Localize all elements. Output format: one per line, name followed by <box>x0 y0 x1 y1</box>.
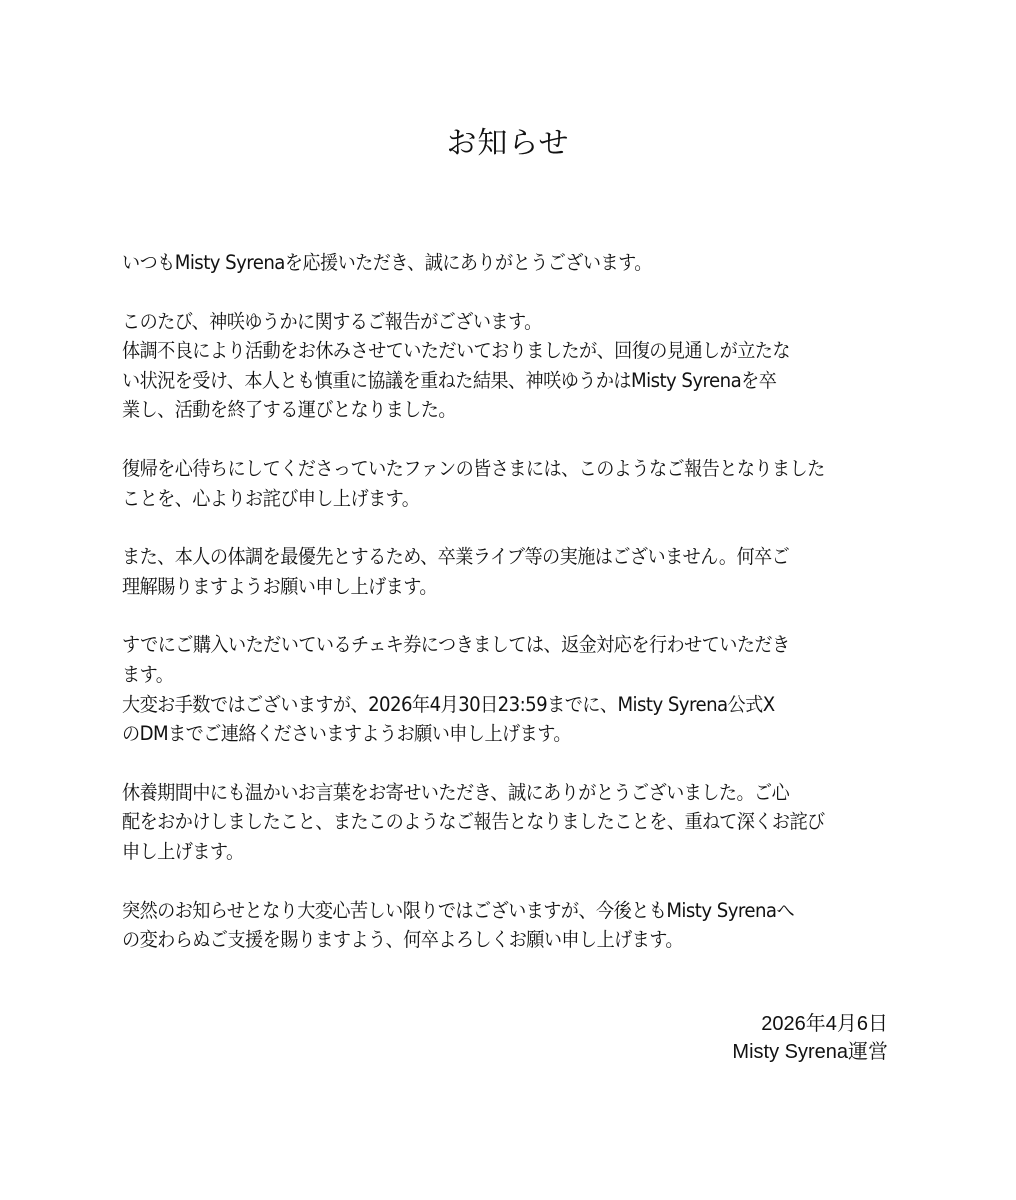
paragraph-no-graduation-live <box>122 542 902 601</box>
text-line: 体調不良により活動をお休みさせていただいておりましたが、回復の見通しが立たな <box>122 339 790 363</box>
paragraph-graduation-report <box>122 307 902 425</box>
text-line: のDMまでご連絡くださいますようお願い申し上げます。 <box>122 722 571 746</box>
text-line: 申し上げます。 <box>122 839 244 863</box>
signature-organization: Misty Syrena運営 <box>732 1041 888 1063</box>
paragraph-greeting <box>122 248 902 278</box>
text-line: い状況を受け、本人とも慎重に協議を重ねた結果、神咲ゆうかはMisty Syrenaを卒 <box>122 368 777 392</box>
text-line: の変わらぬご支援を賜りますよう、何卒よろしくお願い申し上げます。 <box>122 928 684 952</box>
signature-date: 2026年4月6日 <box>761 1013 888 1035</box>
paragraph-refund <box>122 630 902 748</box>
text-line: 配をおかけしましたこと、またこのようなご報告となりましたことを、重ねて深くお詫び <box>122 810 825 834</box>
signature-block <box>732 1010 888 1066</box>
paragraph-closing <box>122 896 902 955</box>
text-line: また、本人の体調を最優先とするため、卒業ライブ等の実施はございません。何卒ご <box>122 545 790 569</box>
paragraph-thanks <box>122 778 902 867</box>
text-line: 理解賜りますようお願い申し上げます。 <box>122 574 437 598</box>
text-line: 大変お手数ではございますが、2026年4月30日23:59までに、Misty Syrena公式X <box>122 692 775 716</box>
announcement-body <box>122 248 902 984</box>
text-line: ます。 <box>122 662 174 686</box>
text-line: このたび、神咲ゆうかに関するご報告がございます。 <box>122 309 542 333</box>
text-line: いつもMisty Syrenaを応援いただき、誠にありがとうございます。 <box>122 251 652 274</box>
text-line: ことを、心よりお詫び申し上げます。 <box>122 486 420 510</box>
text-line: 業し、活動を終了する運びとなりました。 <box>122 398 456 422</box>
text-line: すでにご購入いただいているチェキ券につきましては、返金対応を行わせていただき <box>122 633 790 657</box>
paragraph-apology <box>122 454 902 513</box>
text-line: 突然のお知らせとなり大変心苦しい限りではございますが、今後ともMisty Syrenaへ <box>122 898 795 922</box>
text-line: 復帰を心待ちにしてくださっていたファンの皆さまには、このようなご報告となりました <box>122 456 825 480</box>
page-title: お知らせ <box>446 126 570 161</box>
text-line: 休養期間中にも温かいお言葉をお寄せいただき、誠にありがとうございました。ご心 <box>122 780 790 804</box>
